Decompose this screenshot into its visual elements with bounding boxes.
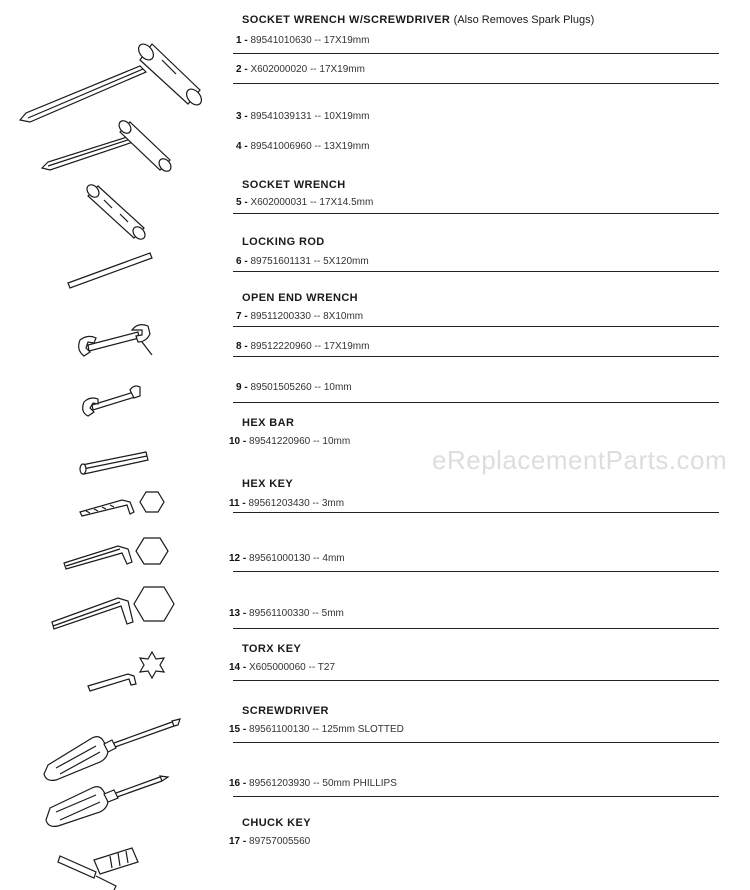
part-desc: 89541220960 -- 10mm: [249, 436, 351, 447]
divider: [233, 83, 719, 84]
part-desc: 89541006960 -- 13X19mm: [250, 141, 370, 152]
section-header-hex-key: HEX KEY: [242, 478, 294, 490]
part-line-14: [229, 662, 335, 673]
watermark: eReplacementParts.com: [432, 445, 728, 475]
part-number: 9 -: [236, 382, 248, 393]
section-header-socket-wrench-screwdriver: [242, 14, 594, 26]
part-number: 10 -: [229, 436, 247, 447]
part-desc: 89501505260 -- 10mm: [250, 382, 352, 393]
part-line-5: [236, 197, 373, 208]
part-desc: 89561203930 -- 50mm PHILLIPS: [249, 778, 397, 789]
rod-icon: [68, 253, 152, 288]
part-line-15: [229, 724, 404, 735]
divider: [233, 742, 719, 743]
section-header-open-end-wrench: OPEN END WRENCH: [242, 292, 359, 304]
part-desc: 89511200330 -- 8X10mm: [250, 311, 364, 322]
part-desc: 89512220960 -- 17X19mm: [250, 341, 370, 352]
part-desc: 89757005560: [249, 836, 311, 847]
part-desc: X605000060 -- T27: [249, 662, 336, 673]
part-desc: 89561100130 -- 125mm SLOTTED: [249, 724, 404, 735]
part-number: 7 -: [236, 311, 248, 322]
part-line-4: [236, 141, 369, 152]
hexagon-profile-large-icon: [134, 587, 174, 621]
part-line-13: [229, 608, 344, 619]
part-desc: X602000031 -- 17X14.5mm: [250, 197, 374, 208]
part-line-1: [236, 35, 369, 46]
part-line-10: [229, 436, 350, 447]
section-header-screwdriver: SCREWDRIVER: [242, 705, 329, 717]
part-line-8: [236, 341, 369, 352]
part-number: 11 -: [229, 498, 246, 509]
part-number: 14 -: [229, 662, 247, 673]
part-number: 16 -: [229, 778, 247, 789]
part-desc: 89561203430 -- 3mm: [248, 498, 345, 509]
torx-key-icon: [88, 674, 136, 691]
t-handle-socket-wrench-small-icon: [42, 118, 173, 173]
part-line-17: [229, 836, 310, 847]
l-shaped-hex-key-icon: [80, 500, 134, 516]
part-number: 6 -: [236, 256, 248, 267]
part-desc: 89561000130 -- 4mm: [249, 553, 345, 564]
part-number: 8 -: [236, 341, 248, 352]
t-handle-socket-wrench-icon: [20, 41, 204, 122]
section-header-socket-wrench: SOCKET WRENCH: [242, 179, 346, 191]
screwdriver-phillips-icon: [46, 776, 168, 826]
divider: [233, 628, 719, 629]
divider: [233, 326, 719, 327]
part-line-9: [236, 382, 352, 393]
part-number: 12 -: [229, 553, 247, 564]
divider: [233, 512, 719, 513]
part-line-2: [236, 64, 365, 75]
l-shaped-hex-key-large-icon: [52, 598, 133, 629]
part-line-7: [236, 311, 363, 322]
divider: [233, 53, 719, 54]
divider: [233, 680, 719, 681]
hex-bar-icon: [80, 452, 148, 474]
open-end-wrench-small-icon: [83, 386, 140, 416]
header-note: (Also Removes Spark Plugs): [453, 14, 595, 26]
part-number: 2 -: [236, 64, 248, 75]
part-desc: 89541039131 -- 10X19mm: [250, 111, 370, 122]
part-number: 3 -: [236, 111, 248, 122]
part-line-6: [236, 256, 369, 267]
part-desc: X602000020 -- 17X19mm: [250, 64, 365, 75]
part-number: 13 -: [229, 608, 247, 619]
divider: [233, 402, 719, 403]
part-number: 15 -: [229, 724, 247, 735]
section-header-torx-key: TORX KEY: [242, 643, 302, 655]
section-header-hex-bar: HEX BAR: [242, 417, 295, 429]
part-number: 4 -: [236, 141, 248, 152]
part-line-16: [229, 778, 397, 789]
divider: [233, 571, 719, 572]
section-header-locking-rod: LOCKING ROD: [242, 236, 325, 248]
part-line-3: [236, 111, 369, 122]
part-desc: 89541010630 -- 17X19mm: [250, 35, 370, 46]
star-profile-icon: [140, 652, 164, 678]
part-number: 5 -: [236, 197, 248, 208]
part-desc: 89751601131 -- 5X120mm: [250, 256, 369, 267]
part-line-11: [229, 498, 344, 509]
part-desc: 89561100330 -- 5mm: [249, 608, 344, 619]
divider: [233, 356, 719, 357]
part-line-12: [229, 553, 345, 564]
section-header-chuck-key: CHUCK KEY: [242, 817, 311, 829]
header-label: SOCKET WRENCH W/SCREWDRIVER: [242, 14, 451, 26]
divider: [233, 271, 719, 272]
divider: [233, 796, 719, 797]
open-end-wrench-icon: [79, 325, 152, 356]
l-shaped-hex-key-medium-icon: [64, 546, 132, 569]
tube-socket-wrench-icon: [85, 182, 148, 241]
hexagon-profile-medium-icon: [136, 538, 168, 564]
part-number: 17 -: [229, 836, 247, 847]
chuck-key-icon: [58, 848, 138, 890]
screwdriver-icon: [44, 719, 180, 780]
hexagon-profile-icon: [140, 492, 164, 512]
part-number: 1 -: [236, 35, 248, 46]
divider: [233, 213, 719, 214]
